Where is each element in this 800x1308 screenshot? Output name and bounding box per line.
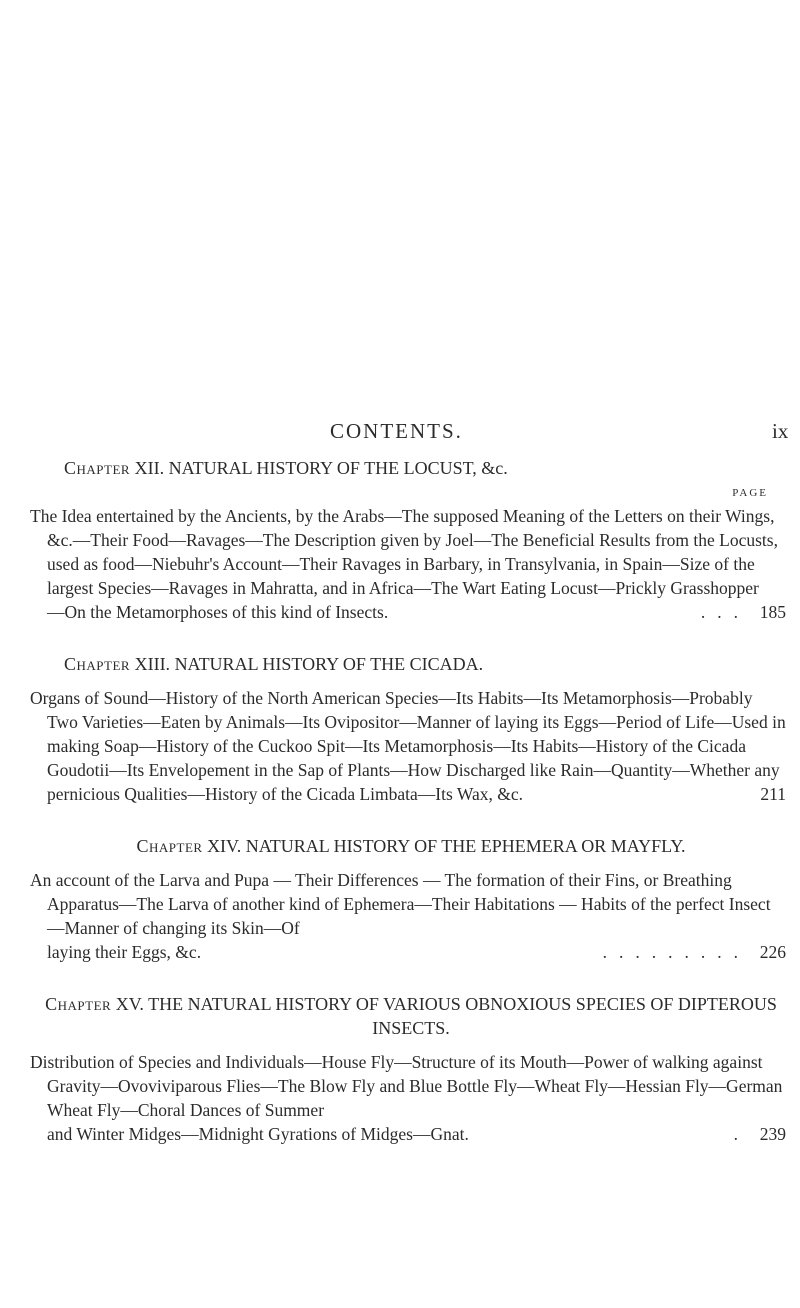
- summary-last-line-text: and Winter Midges—Midnight Gyrations of Midges—Gnat.: [47, 1124, 469, 1144]
- chapter-summary-text: Distribution of Species and Individuals—House Fly—Structure of its Mouth—Power of walking against Gravity—Ovoviviparous Flies—The Blow Fly and Blue Bottle Fly—Wheat Fly—Hessian Fly—German Wheat Fly—Choral Dances of Summer: [30, 1052, 783, 1120]
- dot-leader: .: [733, 1124, 750, 1144]
- chapter-word: Chapter: [45, 994, 112, 1014]
- page-column-label: PAGE: [732, 487, 768, 499]
- page-reference: 226: [759, 942, 786, 962]
- chapter-word: Chapter: [64, 654, 131, 674]
- chapter-heading: [30, 834, 792, 858]
- chapter-title: NATURAL HISTORY OF THE LOCUST, &c.: [168, 458, 508, 478]
- summary-last-line-text: —On the Metamorphoses of this kind of Insects.: [47, 602, 389, 622]
- contents-section-chapter-xii: [30, 456, 792, 624]
- page-reference: 185: [759, 602, 786, 622]
- contents-section-chapter-xv: [30, 992, 792, 1146]
- running-title: CONTENTS.: [330, 419, 463, 443]
- chapter-summary: [30, 686, 792, 806]
- running-head: [0, 416, 800, 446]
- chapter-summary-text: An account of the Larva and Pupa — Their Differences — The formation of their Fins, or Breathing Apparatus—The Larva of another kind of Ephemera—Their Habitations — Habits of the perfect Insect—Manner of changing its Skin—Of: [30, 870, 771, 938]
- chapter-number: XIV.: [207, 836, 242, 856]
- dot-leader: .........: [602, 942, 750, 962]
- chapter-heading: [30, 992, 792, 1040]
- chapter-summary: [30, 868, 792, 964]
- summary-last-line: [47, 1122, 786, 1146]
- dot-leader: ...: [700, 602, 750, 622]
- chapter-title: NATURAL HISTORY OF THE EPHEMERA OR MAYFLY.: [245, 836, 686, 856]
- page-reference: 211: [760, 784, 786, 804]
- chapter-heading: [30, 456, 792, 480]
- summary-last-line: [47, 940, 786, 964]
- summary-last-line-text: laying their Eggs, &c.: [47, 942, 202, 962]
- chapter-summary: [30, 504, 792, 624]
- chapter-summary: [30, 1050, 792, 1146]
- page-reference: 239: [759, 1124, 786, 1144]
- chapter-title: NATURAL HISTORY OF THE CICADA.: [174, 654, 484, 674]
- chapter-number: XII.: [134, 458, 165, 478]
- chapter-word: Chapter: [136, 836, 203, 856]
- summary-last-line: [47, 600, 786, 624]
- chapter-number: XV.: [115, 994, 144, 1014]
- chapter-word: Chapter: [64, 458, 131, 478]
- chapter-heading: [30, 652, 792, 676]
- chapter-title: THE NATURAL HISTORY OF VARIOUS OBNOXIOUS SPECIES OF DIPTEROUS INSECTS.: [148, 994, 777, 1038]
- chapter-summary-text: Organs of Sound—History of the North American Species—Its Habits—Its Metamorphosis—Probably Two Varieties—Eaten by Animals—Its Ovipositor—Manner of laying its Eggs—Period of Life—Used in making Soap—History of the Cuckoo Spit—Its Metamorphosis—Its Habits—History of the Cicada Goudotii—Its Envelopement in the Sap of Plants—How Discharged like Rain—Quantity—Whether any pernicious Qualities—History of the Cicada Limbata—Its Wax, &c.: [30, 688, 786, 804]
- table-of-contents: [30, 456, 792, 1174]
- contents-section-chapter-xiv: [30, 834, 792, 964]
- chapter-summary-text: The Idea entertained by the Ancients, by the Arabs—The supposed Meaning of the Letters on their Wings, &c.—Their Food—Ravages—The Description given by Joel—The Beneficial Results from the Locusts, used as food—Niebuhr's Account—Their Ravages in Barbary, in Transylvania, in Spain—Size of the largest Species—Ravages in Mahratta, and in Africa—The Wart Eating Locust—Prickly Grasshopper: [30, 506, 778, 598]
- chapter-number: XIII.: [134, 654, 171, 674]
- contents-section-chapter-xiii: [30, 652, 792, 806]
- page-number: ix: [772, 419, 789, 443]
